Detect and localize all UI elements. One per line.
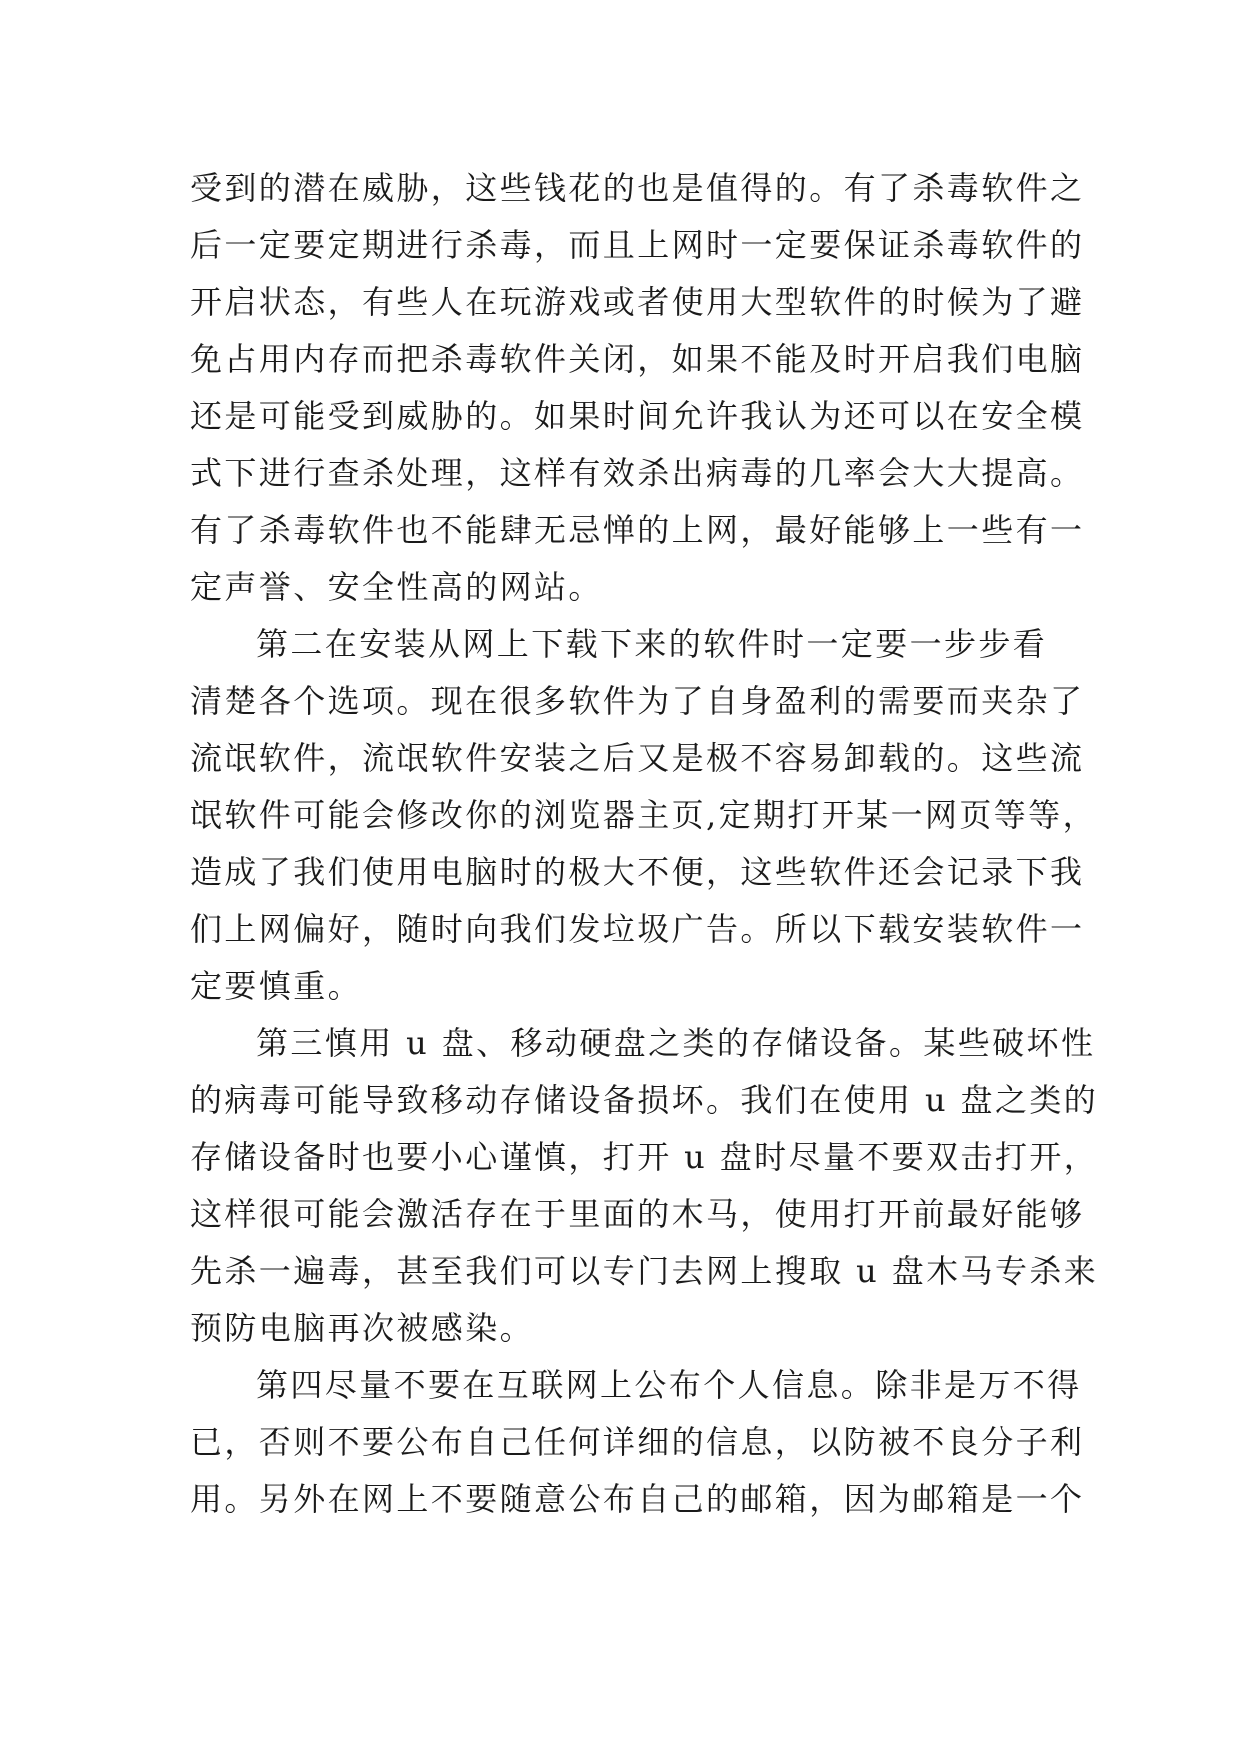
text-line: 第二在安装从网上下载下来的软件时一定要一步步看 bbox=[256, 625, 1048, 663]
text-line: 定要慎重。 bbox=[190, 967, 363, 1005]
text-line: 式下进行查杀处理，这样有效杀出病毒的几率会大大提高。 bbox=[190, 454, 1085, 492]
text-line: 免占用内存而把杀毒软件关闭，如果不能及时开启我们电脑 bbox=[190, 340, 1085, 378]
paragraph-fourth-point bbox=[190, 1357, 1085, 1528]
paragraph-second-point bbox=[190, 616, 1097, 1015]
text-line: 定声誉、安全性高的网站。 bbox=[190, 568, 603, 606]
text-line: 造成了我们使用电脑时的极大不便，这些软件还会记录下我 bbox=[190, 853, 1085, 891]
text-line: 还是可能受到威胁的。如果时间允许我认为还可以在安全模 bbox=[190, 397, 1085, 435]
body-text bbox=[190, 160, 1099, 1528]
paragraph-third-point bbox=[190, 1015, 1099, 1357]
text-line: 有了杀毒软件也不能肆无忌惮的上网，最好能够上一些有一 bbox=[190, 511, 1085, 549]
text-line: 这样很可能会激活存在于里面的木马，使用打开前最好能够 bbox=[190, 1195, 1085, 1233]
text-line: 预防电脑再次被感染。 bbox=[190, 1309, 535, 1347]
text-line: 开启状态，有些人在玩游戏或者使用大型软件的时候为了避 bbox=[190, 283, 1085, 321]
text-line: 清楚各个选项。现在很多软件为了自身盈利的需要而夹杂了 bbox=[190, 682, 1085, 720]
text-line: 的病毒可能导致移动存储设备损坏。我们在使用 u 盘之类的 bbox=[190, 1081, 1099, 1119]
text-line: 用。另外在网上不要随意公布自己的邮箱，因为邮箱是一个 bbox=[190, 1480, 1085, 1518]
text-line: 们上网偏好，随时向我们发垃圾广告。所以下载安装软件一 bbox=[190, 910, 1085, 948]
text-line: 已，否则不要公布自己任何详细的信息，以防被不良分子利 bbox=[190, 1423, 1085, 1461]
text-line: 存储设备时也要小心谨慎，打开 u 盘时尽量不要双击打开， bbox=[190, 1138, 1099, 1176]
text-line: 先杀一遍毒，甚至我们可以专门去网上搜取 u 盘木马专杀来 bbox=[190, 1252, 1099, 1290]
text-line: 受到的潜在威胁，这些钱花的也是值得的。有了杀毒软件之 bbox=[190, 169, 1085, 207]
text-line: 后一定要定期进行杀毒，而且上网时一定要保证杀毒软件的 bbox=[190, 226, 1085, 264]
paragraph-antivirus-continued bbox=[190, 160, 1085, 616]
text-line: 氓软件可能会修改你的浏览器主页,定期打开某一网页等等， bbox=[190, 796, 1097, 834]
text-line: 第三慎用 u 盘、移动硬盘之类的存储设备。某些破坏性 bbox=[256, 1024, 1096, 1062]
text-line: 第四尽量不要在互联网上公布个人信息。除非是万不得 bbox=[256, 1366, 1082, 1404]
text-line: 流氓软件，流氓软件安装之后又是极不容易卸载的。这些流 bbox=[190, 739, 1085, 777]
